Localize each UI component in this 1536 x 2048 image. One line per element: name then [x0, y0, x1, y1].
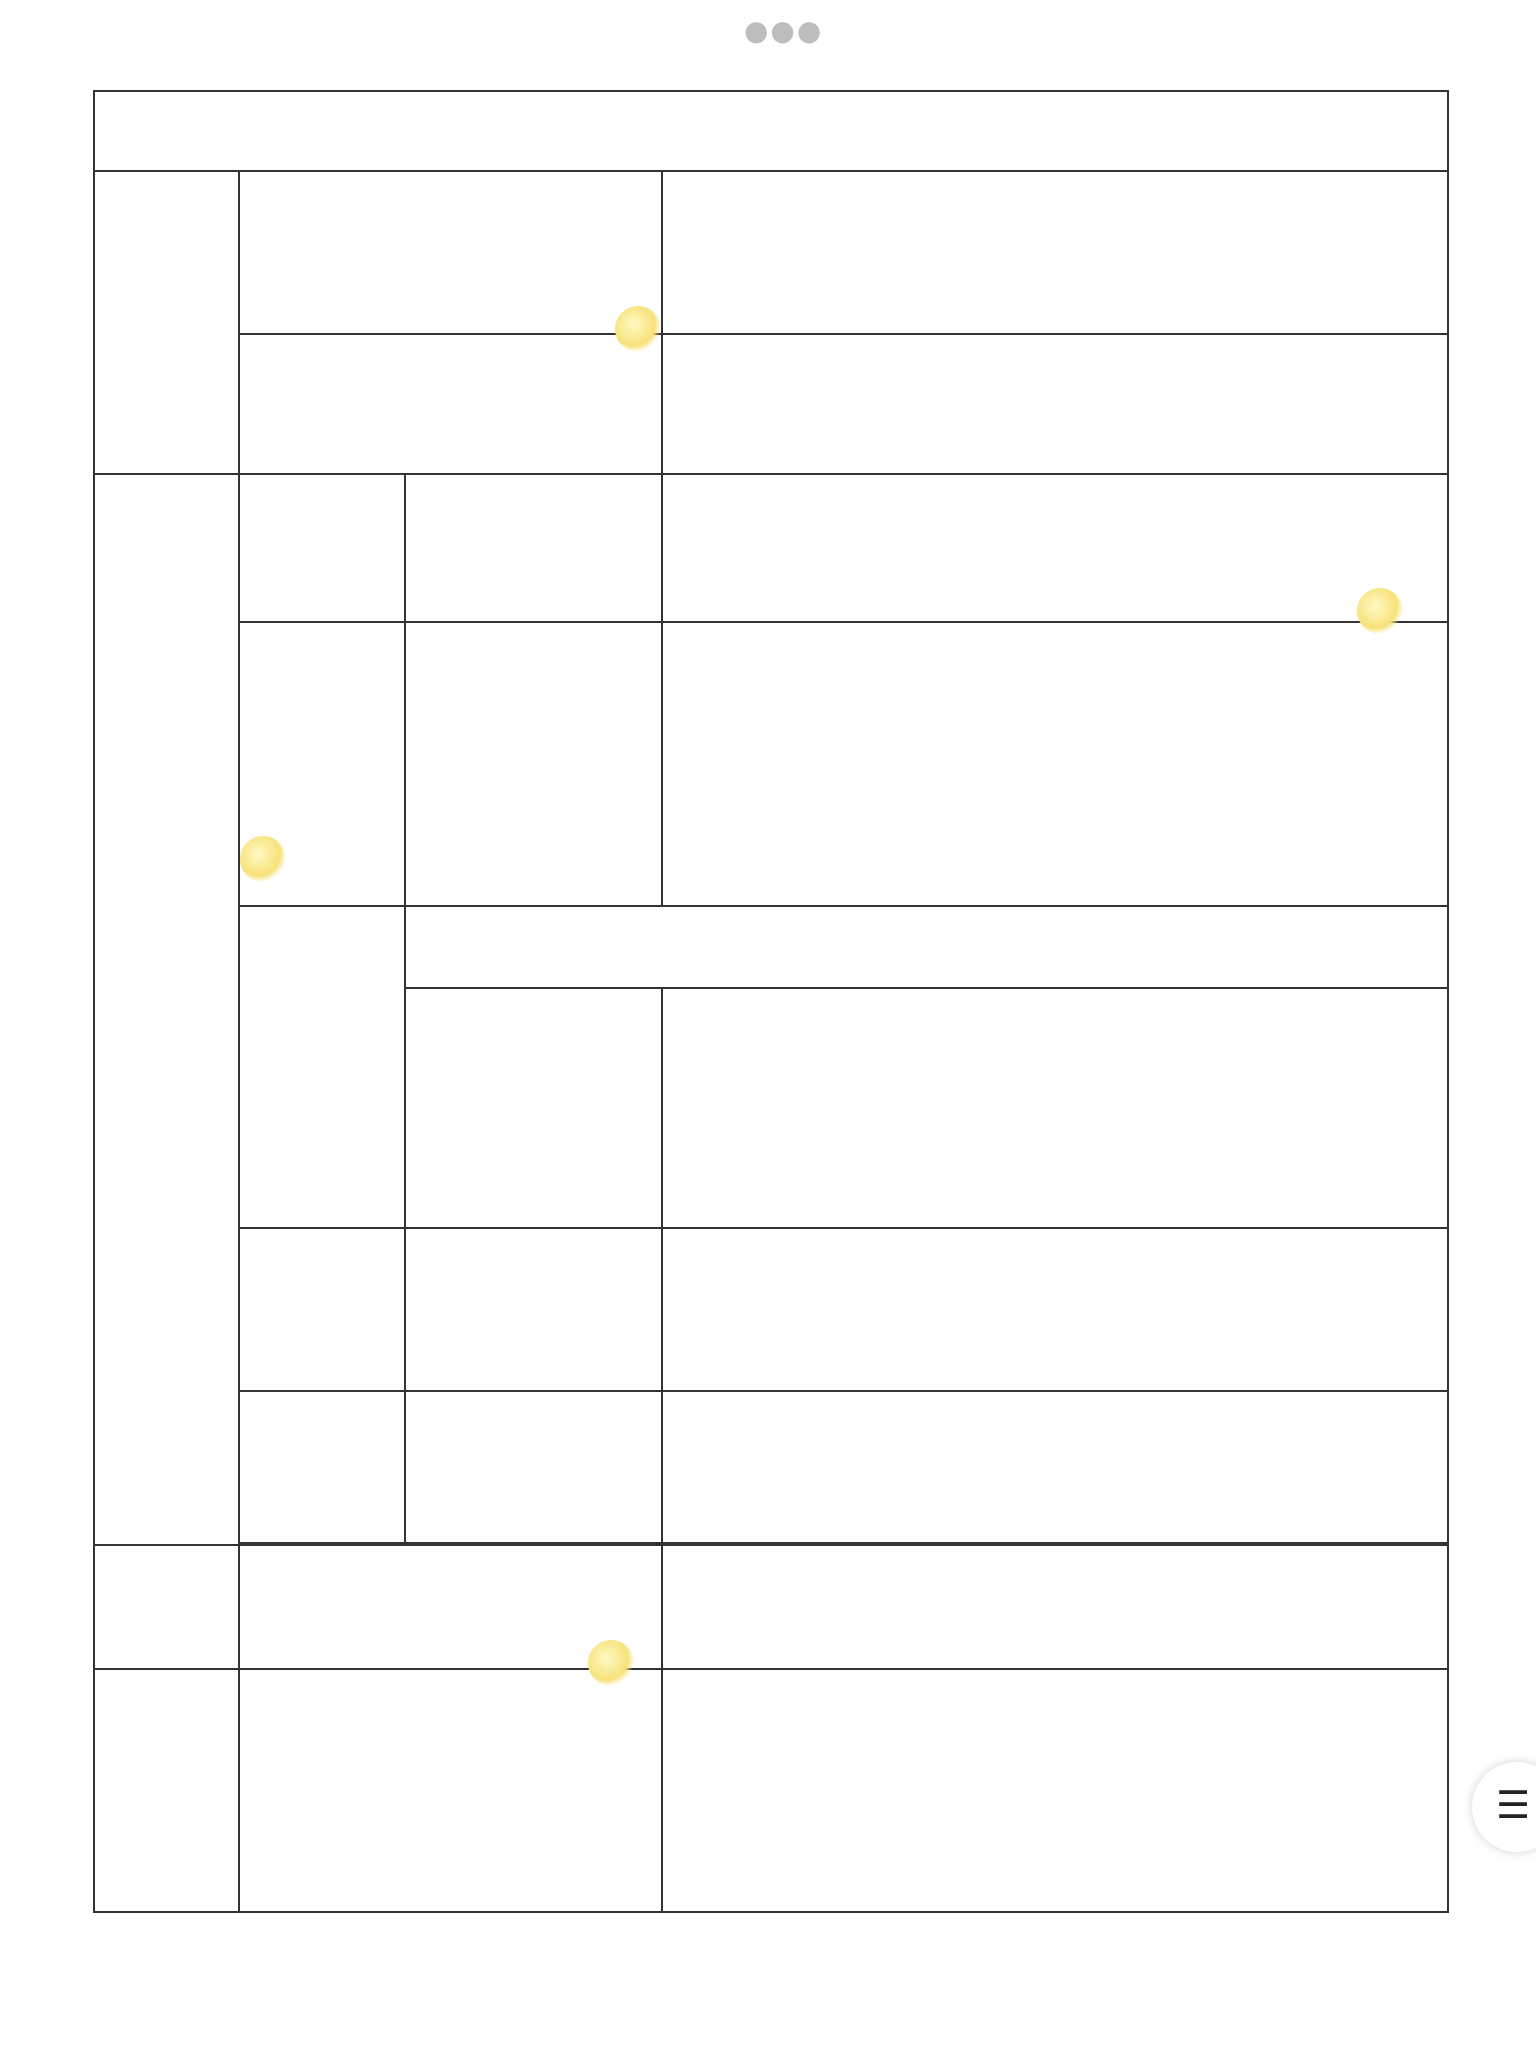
symmetry-figure-2 [662, 334, 1448, 474]
category-connect [94, 1545, 239, 1669]
sticker-moon-2 [1357, 588, 1403, 634]
circle-cell [239, 906, 405, 1228]
sticker-moon-3 [240, 836, 286, 882]
rotate-desc [405, 622, 662, 906]
category-move [94, 474, 239, 1545]
symmetry-black-white [239, 171, 662, 334]
circle-desc [405, 988, 662, 1228]
whole-name [239, 1391, 405, 1543]
sticker-moon-4 [588, 1640, 634, 1686]
circle-figure [662, 988, 1448, 1228]
menu-button[interactable] [1472, 1762, 1536, 1852]
one-way-desc [405, 474, 662, 622]
one-row-figure [662, 1228, 1448, 1391]
more-dots-icon[interactable]: ●●● [744, 14, 824, 47]
connect-figure [662, 1545, 1448, 1669]
symmetry-figure-1 [662, 171, 1448, 334]
one-row-desc [405, 1228, 662, 1391]
menu-icon: ☰ [1496, 1783, 1531, 1827]
whole-figure [662, 1391, 1448, 1543]
relative-figure [662, 1669, 1448, 1912]
sticker-moon-1 [615, 306, 661, 352]
one-way-figure [662, 474, 1448, 622]
relative-desc [239, 1669, 662, 1912]
category-symmetry [94, 171, 239, 474]
symmetry-axis [239, 334, 662, 474]
one-way-name [239, 474, 405, 622]
whole-desc [405, 1391, 662, 1543]
one-row-name [239, 1228, 405, 1391]
category-relative [94, 1669, 239, 1912]
analysis-table [93, 90, 1449, 1913]
circle-rotation-icon [274, 947, 370, 1117]
circle-star-note [405, 906, 1448, 988]
table-title [94, 91, 1448, 171]
rotate-figure [662, 622, 1448, 906]
